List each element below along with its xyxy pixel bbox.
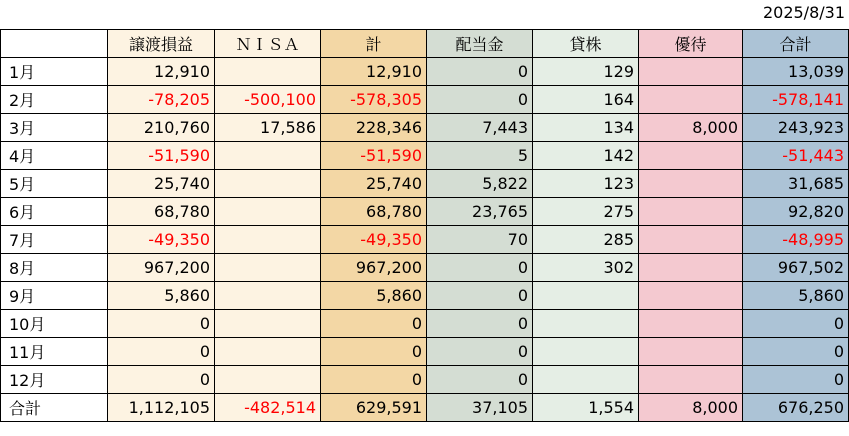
cell-nisa[interactable]: 17,586 [215,114,321,142]
cell-gokei[interactable]: 0 [743,310,849,338]
cell-kabu[interactable] [533,366,639,394]
row-label[interactable]: 8月 [1,254,108,282]
cell-nisa[interactable] [215,282,321,310]
cell-kei[interactable]: -49,350 [321,226,427,254]
table-row [1,142,849,170]
table-row [1,226,849,254]
cell-joto[interactable]: 967,200 [108,254,215,282]
header-row [1,30,849,58]
cell-kei[interactable]: 629,591 [321,394,427,422]
cell-gokei[interactable]: 967,502 [743,254,849,282]
date-row [0,0,849,29]
cell-kei[interactable]: 0 [321,310,427,338]
cell-nisa[interactable] [215,198,321,226]
cell-kabu[interactable] [533,282,639,310]
cell-nisa[interactable]: -500,100 [215,86,321,114]
cell-haito[interactable]: 0 [427,338,533,366]
cell-joto[interactable]: -49,350 [108,226,215,254]
cell-kabu[interactable]: 142 [533,142,639,170]
cell-gokei[interactable]: -51,443 [743,142,849,170]
cell-haito[interactable]: 0 [427,86,533,114]
table-row [1,86,849,114]
table-row [1,254,849,282]
cell-haito[interactable]: 37,105 [427,394,533,422]
profit-table [0,29,849,422]
date-cell[interactable]: 2025/8/31 [762,3,845,22]
cell-kei[interactable]: 25,740 [321,170,427,198]
cell-kei[interactable]: 0 [321,366,427,394]
cell-yutai[interactable] [639,226,743,254]
row-label[interactable]: 4月 [1,142,108,170]
cell-gokei[interactable]: 5,860 [743,282,849,310]
cell-gokei[interactable]: 676,250 [743,394,849,422]
cell-gokei[interactable]: 0 [743,366,849,394]
cell-yutai[interactable] [639,170,743,198]
header-gokei[interactable]: 合計 [743,30,849,58]
cell-joto[interactable]: -51,590 [108,142,215,170]
cell-yutai[interactable] [639,198,743,226]
cell-kabu[interactable]: 1,554 [533,394,639,422]
cell-haito[interactable]: 0 [427,310,533,338]
cell-kei[interactable]: 967,200 [321,254,427,282]
table-row [1,198,849,226]
cell-nisa[interactable] [215,58,321,86]
cell-yutai[interactable] [639,310,743,338]
cell-joto[interactable]: 25,740 [108,170,215,198]
table-row [1,170,849,198]
cell-gokei[interactable]: 243,923 [743,114,849,142]
cell-kabu[interactable] [533,310,639,338]
cell-joto[interactable]: 68,780 [108,198,215,226]
cell-kei[interactable]: -578,305 [321,86,427,114]
row-label[interactable]: 10月 [1,310,108,338]
table-row [1,366,849,394]
cell-nisa[interactable] [215,338,321,366]
cell-gokei[interactable]: 92,820 [743,198,849,226]
row-label[interactable]: 1月 [1,58,108,86]
header-haito[interactable]: 配当金 [427,30,533,58]
table-row [1,282,849,310]
row-label[interactable]: 合計 [1,394,108,422]
row-label[interactable]: 6月 [1,198,108,226]
cell-gokei[interactable]: -578,141 [743,86,849,114]
cell-kabu[interactable]: 129 [533,58,639,86]
header-nisa[interactable]: ＮＩＳＡ [215,30,321,58]
cell-haito[interactable]: 70 [427,226,533,254]
cell-joto[interactable]: 0 [108,366,215,394]
cell-gokei[interactable]: -48,995 [743,226,849,254]
cell-kabu[interactable] [533,338,639,366]
cell-kabu[interactable]: 123 [533,170,639,198]
cell-kabu[interactable]: 285 [533,226,639,254]
table-row [1,338,849,366]
cell-kei[interactable]: 0 [321,338,427,366]
cell-gokei[interactable]: 13,039 [743,58,849,86]
cell-kei[interactable]: 5,860 [321,282,427,310]
row-label[interactable]: 12月 [1,366,108,394]
cell-haito[interactable]: 5 [427,142,533,170]
cell-kabu[interactable]: 134 [533,114,639,142]
cell-haito[interactable]: 5,822 [427,170,533,198]
cell-nisa[interactable] [215,170,321,198]
cell-yutai[interactable] [639,254,743,282]
row-label[interactable]: 5月 [1,170,108,198]
header-kabu[interactable]: 貸株 [533,30,639,58]
cell-kei[interactable]: 68,780 [321,198,427,226]
cell-gokei[interactable]: 31,685 [743,170,849,198]
cell-nisa[interactable] [215,142,321,170]
header-kei[interactable]: 計 [321,30,427,58]
total-row [1,394,849,422]
cell-nisa[interactable] [215,310,321,338]
cell-haito[interactable]: 23,765 [427,198,533,226]
cell-joto[interactable]: 0 [108,338,215,366]
cell-gokei[interactable]: 0 [743,338,849,366]
cell-yutai[interactable] [639,142,743,170]
cell-yutai[interactable] [639,86,743,114]
cell-yutai[interactable] [639,366,743,394]
table-row [1,114,849,142]
cell-kabu[interactable]: 275 [533,198,639,226]
cell-kabu[interactable]: 302 [533,254,639,282]
row-label[interactable]: 9月 [1,282,108,310]
cell-yutai[interactable]: 8,000 [639,114,743,142]
cell-kei[interactable]: 228,346 [321,114,427,142]
table-row [1,58,849,86]
header-blank[interactable] [1,30,108,58]
cell-nisa[interactable] [215,226,321,254]
cell-yutai[interactable] [639,282,743,310]
cell-yutai[interactable] [639,338,743,366]
cell-joto[interactable]: 5,860 [108,282,215,310]
row-label[interactable]: 2月 [1,86,108,114]
cell-joto[interactable]: 12,910 [108,58,215,86]
cell-haito[interactable]: 0 [427,282,533,310]
cell-joto[interactable]: 1,112,105 [108,394,215,422]
cell-haito[interactable]: 0 [427,254,533,282]
cell-haito[interactable]: 7,443 [427,114,533,142]
cell-nisa[interactable]: -482,514 [215,394,321,422]
cell-kei[interactable]: 12,910 [321,58,427,86]
cell-joto[interactable]: 210,760 [108,114,215,142]
header-joto[interactable]: 譲渡損益 [108,30,215,58]
cell-nisa[interactable] [215,366,321,394]
cell-haito[interactable]: 0 [427,366,533,394]
cell-kabu[interactable]: 164 [533,86,639,114]
table-row [1,310,849,338]
cell-joto[interactable]: 0 [108,310,215,338]
row-label[interactable]: 7月 [1,226,108,254]
cell-yutai[interactable] [639,58,743,86]
header-yutai[interactable]: 優待 [639,30,743,58]
cell-joto[interactable]: -78,205 [108,86,215,114]
cell-haito[interactable]: 0 [427,58,533,86]
cell-yutai[interactable]: 8,000 [639,394,743,422]
cell-nisa[interactable] [215,254,321,282]
cell-kei[interactable]: -51,590 [321,142,427,170]
row-label[interactable]: 3月 [1,114,108,142]
row-label[interactable]: 11月 [1,338,108,366]
